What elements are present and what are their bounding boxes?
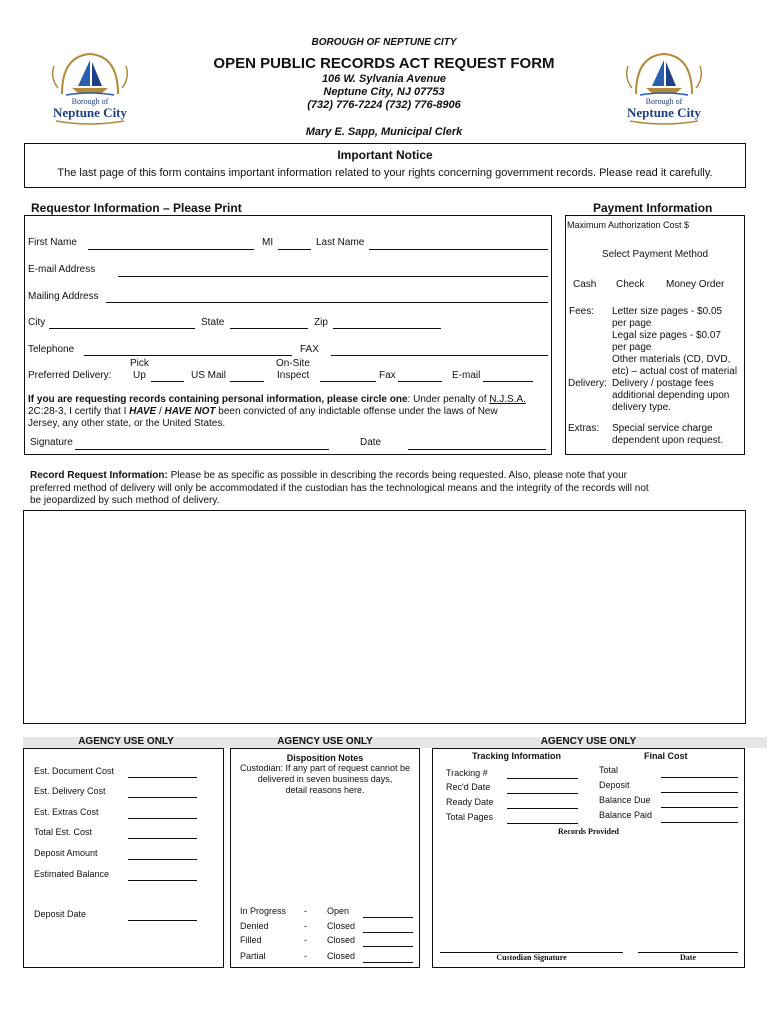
tracking-label: Tracking #: [446, 768, 488, 778]
logo-line-1: Borough of: [645, 97, 683, 106]
pick-up-field[interactable]: [151, 381, 184, 382]
first-name-label: First Name: [28, 237, 77, 248]
payment-heading: Payment Information: [593, 201, 713, 215]
date-field[interactable]: [408, 449, 546, 450]
phone-numbers: (732) 776-7224 (732) 776-8906: [307, 99, 461, 111]
delivery-line: additional depending upon: [612, 390, 730, 401]
form-title: OPEN PUBLIC RECORDS ACT REQUEST FORM: [213, 55, 555, 72]
delivery-line: delivery type.: [612, 402, 671, 413]
us-mail-label: US Mail: [191, 370, 227, 381]
status-right: Closed: [327, 935, 356, 945]
extras-line: Special service charge: [612, 423, 713, 434]
cost-label: Est. Extras Cost: [34, 807, 99, 817]
mi-label: MI: [262, 237, 274, 248]
email-delivery-field[interactable]: [483, 381, 533, 382]
inspect-label: Inspect: [277, 370, 310, 381]
status-dash: -: [304, 921, 307, 931]
cost-label: Estimated Balance: [34, 869, 110, 879]
zip-label: Zip: [314, 317, 328, 328]
final-cost-label: Deposit: [599, 780, 630, 790]
extras-details: [612, 423, 723, 447]
have-option[interactable]: HAVE: [129, 406, 157, 417]
fees-label: Fees:: [569, 306, 595, 317]
certification-colon: : Under penalty of: [407, 394, 490, 405]
last-name-field[interactable]: [369, 249, 548, 250]
certification-text: [28, 394, 550, 430]
final-total-field[interactable]: [661, 777, 738, 778]
logo-line-2: Neptune City: [52, 105, 128, 120]
zip-field[interactable]: [333, 328, 441, 329]
signature-label: Signature: [30, 437, 73, 448]
certification-line3: Jersey, any other state, or the United States.: [28, 418, 226, 429]
fees-line: Other materials (CD, DVD,: [612, 354, 731, 365]
mailing-address-label: Mailing Address: [28, 291, 99, 302]
final-cost-label: Total: [599, 765, 619, 775]
pick-label: Pick: [130, 358, 149, 369]
status-field-denied[interactable]: [363, 932, 413, 933]
fees-line: etc) – actual cost of material: [612, 366, 738, 377]
total-est-cost-field[interactable]: [128, 838, 197, 839]
mailing-address-field[interactable]: [106, 302, 548, 303]
money-order-option[interactable]: Money Order: [666, 279, 725, 290]
total-pages-field[interactable]: [507, 823, 578, 824]
status-right: Closed: [327, 951, 356, 961]
us-mail-field[interactable]: [230, 381, 264, 382]
address-line-2: Neptune City, NJ 07753: [323, 86, 445, 98]
estimated-balance-field[interactable]: [128, 880, 197, 881]
status-field-partial[interactable]: [363, 962, 413, 963]
cash-option[interactable]: Cash: [573, 279, 597, 290]
onsite-label: On-Site: [276, 358, 310, 369]
notice-text: The last page of this form contains important information related to your rights concerning government records. Please read it carefully.: [57, 167, 713, 179]
record-request-heading: Record Request Information:: [30, 470, 168, 481]
certification-line2b: been convicted of any indictable offense under the laws of New: [215, 406, 498, 417]
extras-line: dependent upon request.: [612, 435, 724, 446]
status-field-in-progress[interactable]: [363, 917, 413, 918]
first-name-field[interactable]: [88, 249, 254, 250]
email-field[interactable]: [118, 276, 548, 277]
record-request-info: [30, 470, 649, 508]
cost-label: Deposit Amount: [34, 848, 98, 858]
fees-line: Legal size pages - $0.07: [612, 330, 721, 341]
disposition-title: Disposition Notes: [286, 753, 364, 763]
address-line-1: 106 W. Sylvania Avenue: [321, 73, 447, 85]
deposit-amount-field[interactable]: [128, 859, 197, 860]
requestor-heading: Requestor Information – Please Print: [31, 201, 242, 215]
tracking-title: Tracking Information: [472, 751, 562, 761]
status-left: In Progress: [240, 906, 287, 916]
telephone-field[interactable]: [84, 355, 292, 356]
last-name-label: Last Name: [316, 237, 365, 248]
cost-label: Est. Document Cost: [34, 766, 115, 776]
final-cost-label: Balance Due: [599, 795, 651, 805]
have-separator: /: [156, 406, 165, 417]
borough-logo-left: [40, 48, 140, 128]
cost-label: Est. Delivery Cost: [34, 786, 106, 796]
fees-line: per page: [612, 342, 652, 353]
city-label: City: [28, 317, 46, 328]
final-cost-label: Balance Paid: [599, 810, 653, 820]
agency-heading-3: AGENCY USE ONLY: [540, 736, 637, 747]
telephone-label: Telephone: [28, 344, 75, 355]
check-option[interactable]: Check: [616, 279, 645, 290]
tracking-label: Total Pages: [446, 812, 494, 822]
municipal-clerk: Mary E. Sapp, Municipal Clerk: [305, 126, 463, 138]
disposition-line: detail reasons here.: [285, 785, 365, 795]
tracking-box: [432, 748, 745, 968]
borough-name: BOROUGH OF NEPTUNE CITY: [311, 37, 457, 48]
deposit-date-field[interactable]: [128, 920, 197, 921]
agency-heading-2: AGENCY USE ONLY: [277, 736, 373, 747]
up-label: Up: [133, 370, 146, 381]
fax-delivery-field[interactable]: [398, 381, 442, 382]
balance-paid-field[interactable]: [661, 822, 738, 823]
record-request-textarea[interactable]: [23, 510, 746, 724]
delivery-details: [612, 378, 729, 414]
notice-title: Important Notice: [337, 148, 433, 162]
delivery-label: Delivery:: [568, 378, 607, 389]
tracking-label: Ready Date: [446, 797, 494, 807]
custodian-signature-label: Custodian Signature: [496, 953, 567, 962]
recd-date-field[interactable]: [507, 793, 578, 794]
ready-date-field[interactable]: [507, 808, 578, 809]
tracking-number-field[interactable]: [507, 778, 578, 779]
borough-logo-right: [614, 48, 714, 128]
fax-delivery-label: Fax: [379, 370, 396, 381]
city-field[interactable]: [49, 328, 195, 329]
extras-label: Extras:: [568, 423, 600, 434]
fees-line: Letter size pages - $0.05: [612, 306, 723, 317]
fax-field[interactable]: [331, 355, 548, 356]
fees-details: [612, 306, 737, 378]
certification-bold: If you are requesting records containing personal information, please circle one: [28, 394, 408, 405]
logo-line-1: Borough of: [71, 97, 109, 106]
agency-heading-1: AGENCY USE ONLY: [78, 736, 174, 747]
disposition-line: delivered in seven business days,: [257, 774, 393, 784]
email-label: E-mail Address: [28, 264, 96, 275]
logo-line-2: Neptune City: [626, 105, 702, 120]
records-provided-label: Records Provided: [558, 827, 619, 836]
deposit-date-label: Deposit Date: [34, 909, 87, 919]
state-label: State: [201, 317, 225, 328]
final-deposit-field[interactable]: [661, 792, 738, 793]
state-field[interactable]: [230, 328, 308, 329]
email-delivery-label: E-mail: [452, 370, 481, 381]
select-payment-method: Select Payment Method: [601, 249, 709, 260]
agency-costs-box: [23, 748, 224, 968]
status-left: Partial: [240, 951, 266, 961]
have-not-option[interactable]: HAVE NOT: [164, 406, 216, 417]
status-dash: -: [304, 951, 307, 961]
status-left: Denied: [240, 921, 269, 931]
date-label: Date: [360, 437, 382, 448]
certification-line2a: 2C:28-3, I certify that I: [28, 406, 130, 417]
tracking-label: Rec'd Date: [446, 782, 491, 792]
signature-field[interactable]: [75, 449, 329, 450]
est-document-cost-field[interactable]: [128, 777, 197, 778]
status-right: Closed: [327, 921, 356, 931]
status-field-filled[interactable]: [363, 946, 413, 947]
status-left: Filled: [240, 935, 262, 945]
preferred-delivery-label: Preferred Delivery:: [28, 370, 112, 381]
inspect-field[interactable]: [320, 381, 376, 382]
njsa-reference: N.J.S.A.: [489, 394, 526, 405]
status-dash: -: [304, 906, 307, 916]
est-extras-cost-field[interactable]: [128, 818, 197, 819]
record-request-line1: Please be as specific as possible in describing the records being requested. Also, please note that your: [167, 470, 627, 481]
final-cost-title: Final Cost: [644, 751, 688, 761]
fax-label: FAX: [300, 344, 319, 355]
custodian-date-label: Date: [680, 953, 696, 962]
delivery-line: Delivery / postage fees: [612, 378, 714, 389]
max-auth-cost: Maximum Authorization Cost $: [567, 220, 690, 230]
status-right: Open: [327, 906, 350, 916]
disposition-line: Custodian: If any part of request cannot be: [239, 763, 411, 773]
status-dash: -: [304, 935, 307, 945]
mi-field[interactable]: [278, 249, 311, 250]
record-request-line3: be jeopardized by such method of delivery.: [30, 495, 220, 506]
record-request-line2: preferred method of delivery will only be accommodated if the custodian has the technological means and the integrity of the records will not: [30, 482, 649, 494]
est-delivery-cost-field[interactable]: [128, 797, 197, 798]
fees-line: per page: [612, 318, 652, 329]
disposition-notes: [230, 763, 420, 796]
cost-label: Total Est. Cost: [34, 827, 93, 837]
balance-due-field[interactable]: [661, 807, 738, 808]
